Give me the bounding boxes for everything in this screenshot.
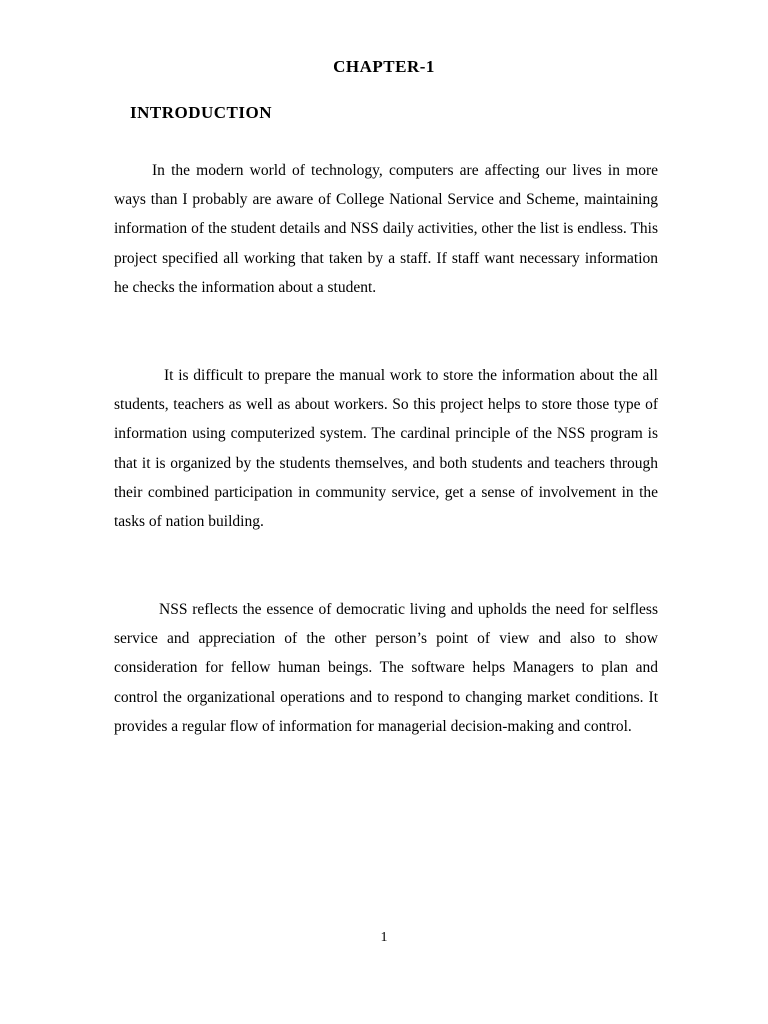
page-number: 1	[380, 930, 388, 945]
paragraph-1: In the modern world of technology, computers are affecting our lives in more ways than I probably are aware of College National Service and Scheme, maintaining information of the student details and NSS daily activities, other the list is endless. This project specified all working that taken by a staff. If staff want necessary information he checks the information about a student.	[114, 162, 658, 296]
chapter-title: CHAPTER-1	[333, 57, 435, 76]
paragraph-3: NSS reflects the essence of democratic living and upholds the need for selfless service and appreciation of the other person’s point of view and also to show consideration for fellow human beings. The software helps Managers to plan and control the organizational operations and to respond to changing market conditions. It provides a regular flow of information for managerial decision-making and control.	[114, 601, 658, 735]
section-heading: INTRODUCTION	[130, 103, 273, 122]
paragraph-2: It is difficult to prepare the manual work to store the information about the all students, teachers as well as about workers. So this project helps to store those type of information using computerized system. The cardinal principle of the NSS program is that it is organized by the students themselves, and both students and teachers through their combined participation in community service, get a sense of involvement in the tasks of nation building.	[114, 367, 658, 531]
